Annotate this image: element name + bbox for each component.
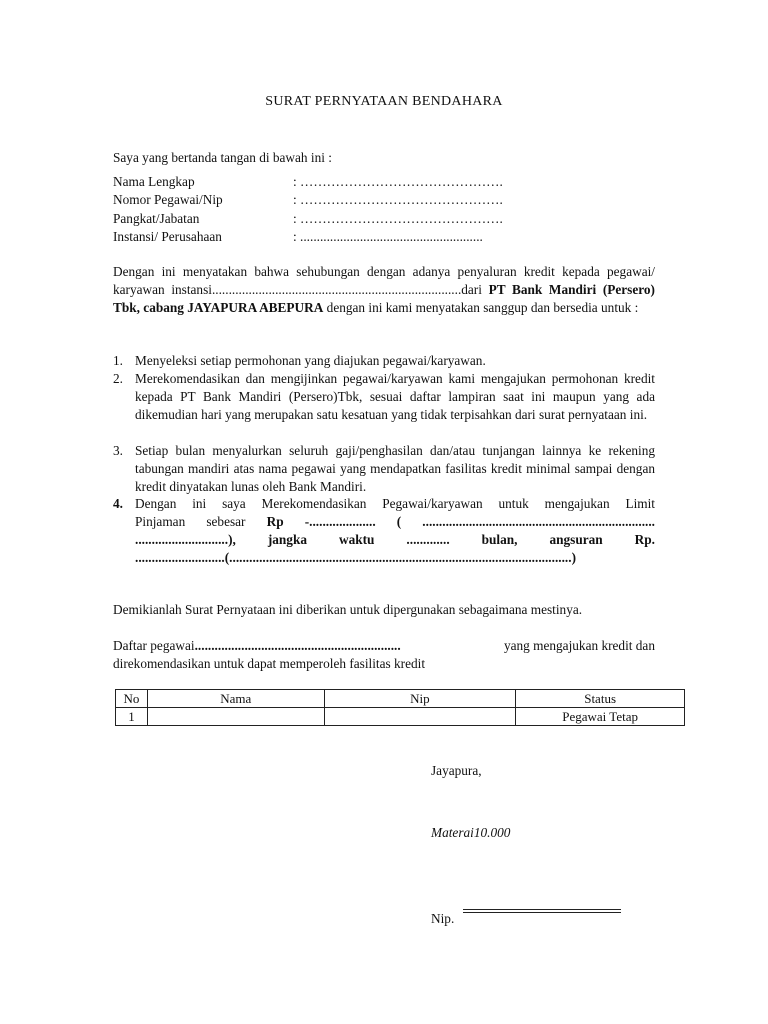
loan-amount-value: Rp -.................... ( ...................................................................... [266, 514, 655, 529]
statement-bank-name: PT Bank Mandiri (Persero) Tbk, cabang JAYAPURA ABEPURA [113, 282, 655, 315]
intro-text: Saya yang bertanda tangan di bawah ini : [113, 150, 332, 165]
table-header-status: Status [516, 690, 685, 708]
table-cell [147, 708, 324, 726]
daftar-line2: direkomendasikan untuk dapat memperoleh fasilitas kredit [113, 656, 426, 671]
daftar-text: yang mengajukan kredit dan [503, 638, 655, 653]
employee-table [115, 689, 685, 726]
signature-place: Jayapura, [431, 763, 482, 778]
document-title: SURAT PERNYATAAN BENDAHARA [265, 94, 503, 109]
field-value-nip: : ………………………………………. [293, 192, 503, 207]
field-label-instansi: Instansi/ Perusahaan [113, 229, 222, 244]
field-value-instansi: : ....................................................... [293, 229, 483, 244]
statement-part2: dengan ini kami menyatakan sanggup dan bersedia untuk : [326, 300, 639, 315]
daftar-label: Daftar pegawai [113, 638, 195, 653]
list-item-line: Dengan ini saya Merekomendasikan Pegawai/karyawan untuk mengajukan Limit [135, 496, 655, 511]
daftar-line [113, 638, 655, 654]
field-label-nama: Nama Lengkap [113, 174, 195, 189]
list-item-number: 3. [113, 443, 123, 458]
list-item [113, 442, 655, 496]
statement-paragraph [113, 263, 655, 317]
list-item-text: Setiap bulan menyalurkan seluruh gaji/penghasilan dan/atau tunjangan lainnya ke rekening tabungan mandiri atas nama pegawai yang mendapatkan fasilitas kredit minimal sampai dengan kredit dinyatakan lunas oleh Bank Mandiri. [135, 443, 655, 494]
list-item-line: ...........................(.......................................................................................................) [135, 550, 577, 565]
list-item-text: Merekomendasikan dan mengijinkan pegawai/karyawan kami mengajukan permohonan kredit kepada PT Bank Mandiri (Persero)Tbk, sesuai daftar lampiran saat ini maupun yang ada dikemudian hari yang merupakan satu kesatuan yang tidak terpisahkan dari surat pernyataan ini. [135, 371, 655, 422]
stamp-placeholder: Materai10.000 [431, 825, 511, 840]
list-item-number: 1. [113, 353, 123, 368]
nip-label: Nip. [431, 911, 455, 926]
list-item-number: 4. [113, 496, 123, 511]
table-cell: 1 [116, 708, 148, 726]
daftar-dots: .............................................................. [194, 638, 401, 653]
field-label-nip: Nomor Pegawai/Nip [113, 192, 223, 207]
signature-line [463, 909, 621, 910]
list-item [113, 495, 655, 567]
table-header-nama: Nama [147, 690, 324, 708]
list-item-line [135, 513, 655, 531]
field-value-nama: : ………………………………………. [293, 174, 503, 189]
table-row [116, 708, 685, 726]
field-value-pangkat: : ………………………………………. [293, 211, 503, 226]
field-label-pangkat: Pangkat/Jabatan [113, 211, 200, 226]
table-header-no: No [116, 690, 148, 708]
table-cell [324, 708, 516, 726]
list-item [113, 352, 655, 370]
signature-line [463, 912, 621, 913]
list-item-text: Menyeleksi setiap permohonan yang diajukan pegawai/karyawan. [135, 353, 486, 368]
table-cell: Pegawai Tetap [516, 708, 685, 726]
loan-amount-label: Pinjaman sebesar [135, 514, 267, 529]
statement-part1: Dengan ini menyatakan bahwa sehubungan dengan adanya penyaluran kredit kepada pegawai/ karyawan instansi...........................................................................dari [113, 264, 655, 297]
table-header-nip: Nip [324, 690, 516, 708]
table-header-row [116, 690, 685, 708]
list-item-line: ............................), jangka waktu ............. bulan, angsuran Rp. [135, 532, 655, 547]
list-item [113, 370, 655, 424]
list-item-number: 2. [113, 371, 123, 386]
closing-text: Demikianlah Surat Pernyataan ini diberikan untuk dipergunakan sebagaimana mestinya. [113, 602, 583, 617]
